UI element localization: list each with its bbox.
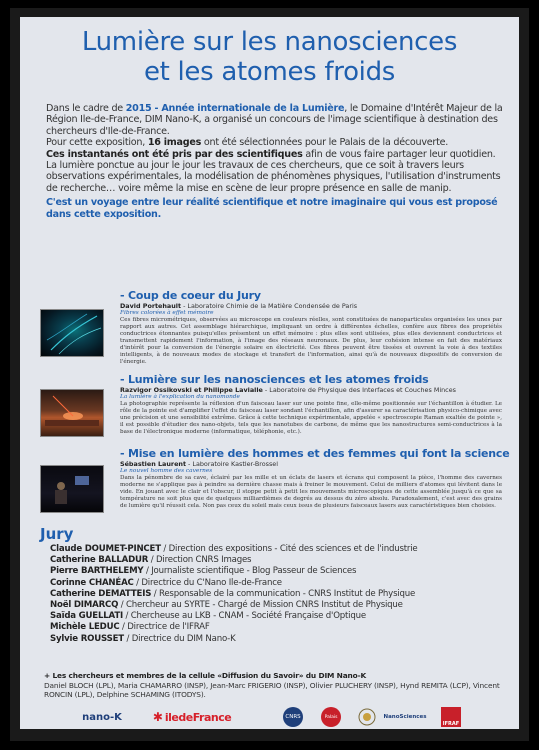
palais-logo [320,706,342,728]
section-1-author-name: David Portehault [120,302,182,310]
section-2-photo [40,389,104,437]
intro-text [46,103,504,221]
logo-strip [20,706,519,728]
jury-member-name: Saïda GUELLATI [50,611,123,622]
section-1-heading: - Coup de coeur du Jury [120,289,261,302]
title-line-1: Lumière sur les nanosciences [81,27,458,57]
intro-paragraph-1 [46,103,504,137]
institution-emblem-logo [356,706,378,728]
section-2-body [120,373,502,436]
jury-member-role: / Direction CNRS Images [148,555,252,566]
intro-p2-start: Pour cette exposition, [46,137,148,149]
jury-member-name: Catherine BALLADUR [50,555,149,566]
jury-member [50,555,490,566]
cellule-heading: + Les chercheurs et membres de la cellule «Diffusion du Savoir» du DIM Nano-K [44,671,367,680]
iledefrance-logo [152,706,232,728]
section-2-text: La photographie représente la réflexion d'un faisceau laser sur une pointe fine, elle-même positionnée sur l'échantillon à étudier. Le rôle de la pointe est d'amplifier l'effet du faisceau laser sondant l'échantillon, afin d'assurer sa caractérisation physico-chimique avec une précision et une sensibilité extrême. Grâce à cette technique expérimentale, appelée « spectroscopie Raman exaltée de pointe », il est possible d'étudier des nano-objets, tels que les nanotubes de carbone, de même que les nanostructures semi-conductrices à la base de l'électronique moderne (informatique, téléphonie, etc.). [120,401,502,435]
emblem-icon [358,708,376,726]
intro-paragraph-2 [46,137,504,148]
jury-member-name: Michèle LEDUC [50,622,120,633]
jury-member [50,544,490,555]
intro-paragraph-3 [46,149,504,160]
poster [20,17,519,729]
intro-p3-bold: Ces instantanés ont été pris par des scientifiques [46,148,303,160]
nanosciences-logo [384,706,426,728]
intro-p1-end: , le Domaine d'Intérêt Majeur de la Région Ile-de-France, DIM Nano-K, a organisé un concours de l'image scientifique à destination des chercheurs d'Ile-de-France. [46,103,503,137]
section-2-author [120,386,502,394]
jury-member-name: Corinne CHANÉAC [50,577,134,588]
section-3-author-lab: - Laboratoire Kastler-Brossel [186,460,278,468]
section-1-caption: Fibres colorées à effet mémoire [120,310,214,316]
section-2-author-lab: - Laboratoire de Physique des Interfaces et Couches Minces [262,386,456,394]
section-coup-de-coeur [40,289,500,371]
section-3-caption: Le nouvel homme des cavernes [120,468,213,474]
jury-title: Jury [40,525,74,543]
section-3-heading: - Mise en lumière des hommes et des femmes qui font la science [120,447,510,460]
jury-list [50,544,490,645]
jury-member-name: Catherine DEMATTEIS [50,588,152,599]
cellule-diffusion [44,671,504,700]
jury-member-role: / Journaliste scientifique - Blog Passeur de Sciences [143,566,357,577]
jury-member-role: / Chercheuse au LKB - CNAM - Société Française d'Optique [122,611,366,622]
section-2-heading: - Lumière sur les nanosciences et les atomes froids [120,373,429,386]
nanok-logo [76,706,128,728]
section-2-caption: La lumière à l'explication du nanomonde [120,394,240,400]
jury-member-name: Claude DOUMET-PINCET [50,544,161,554]
jury-member-role: / Directrice de l'IFRAF [119,622,210,633]
section-3-text: Dans la pénombre de sa cave, éclairé par les mille et un éclats de lasers et écrans qui composent la pièce, l'homme des cavernes moderne ne s'applique pas à peindre sa dernière chasse mais à freiner le mouvement. Celui de milliers d'atomes qui lévitent dans le vide. En jouant avec le clair et l'obscur, il stoppe petit à petit les mouvements microscopiques de cette assemblée jusqu'à ce que sa température ne soit plus que de quelques milliardièmes de degrés au dessus du zéro absolu. Paradoxalement, c'est avec des grains de lumière qu'il réussit cela. Non pas ceux du soleil mais ceux issus de plusieurs faisceaux lasers aux caractéristiques bien choisies. [120,475,502,509]
poster-title [20,27,519,87]
iledefrance-star-icon: ✱ [152,710,163,724]
intro-p1-start: Dans le cadre de [46,103,126,114]
section-3-author-name: Sébastien Laurent [120,460,187,468]
jury-member [50,589,490,600]
iledefrance-logo-text: iledeFrance [164,710,232,724]
jury-member-role: / Directrice du DIM Nano-K [123,633,236,644]
jury-member [50,622,490,633]
intro-p3-end: afin de vous faire partager leur quotidien. [302,148,496,160]
jury-member [50,600,490,611]
jury-member [50,566,490,577]
jury-member-name: Sylvie ROUSSET [50,633,124,644]
nanok-logo-text: nano-K [82,711,122,723]
section-1-author-lab: - Laboratoire Chimie de la Matière Condensée de Paris [181,302,358,310]
jury-member-role: / Responsable de la communication - CNRS Institut de Physique [151,588,416,599]
intro-images-count: 16 images [147,137,202,149]
jury-member [50,634,490,645]
title-line-2: et les atomes froids [143,57,396,87]
section-1-text: Ces fibres micrométriques, observées au microscope en couleurs réelles, sont constituées de nanoparticules organisées les unes par rapport aux autres. Cet assemblage hiérarchique, impliquant un ordre à différentes échelles, confère aux fibres des propriétés conductrices étonnantes puisqu'elles présentent un effet mémoire : plus elles sont utilisées, plus elles deviennent conductrices et transmettent rapidement l'information, à l'image des réseaux neuronaux. De plus, leur cohésion intense en fait des matériaux d'intérêt pour la conversion de l'énergie solaire en électricité. Ces fibres peuvent être tissées et ouvrent la voie à des textiles intelligents, à de nouveaux modes de stockage et transfert de l'information, ainsi qu'à de nouveaux dispositifs de conversion de l'énergie. [120,317,502,365]
section-3-body [120,447,510,510]
jury-member-name: Noël DIMARCQ [50,600,119,611]
jury-member-name: Pierre BARTHELEMY [50,566,144,577]
section-1-author [120,302,502,310]
ifraf-logo [440,706,462,728]
section-1-body [120,289,502,366]
palais-logo-text: Palais [321,707,341,727]
cave-lab-image-icon [41,466,103,512]
section-3-author [120,460,502,468]
section-1-photo [40,309,104,357]
jury-member-role: / Directrice du C'Nano Ile-de-France [133,577,282,588]
section-2-author-name: Razvigor Ossikovski et Philippe Lavialle [120,386,263,394]
jury-member [50,611,490,622]
cellule-names: Daniel BLOCH (LPL), Maria CHAMARRO (INSP), Jean-Marc FRIGERIO (INSP), Olivier PLUCHERY (INSP), Hynd REMITA (LCP), Vincent RONCIN (LPL), Delphine SCHAMING (ITODYS). [44,680,500,700]
cnrs-logo [282,706,304,728]
fibers-image-icon [41,310,103,356]
jury-member-role: / Chercheur au SYRTE - Chargé de Mission CNRS Institut de Physique [118,600,403,611]
cnrs-logo-text: CNRS [283,707,303,727]
intro-year-highlight: 2015 - Année internationale de la Lumière [125,103,345,114]
ifraf-logo-text: IFRAF [441,707,461,727]
section-hommes-femmes [40,447,510,527]
intro-paragraph-4: La lumière ponctue au jour le jour les travaux de ces chercheurs, que ce soit à travers leurs observations expérimentales, la modélisation de phénomènes physiques, l'utilisation d'instruments de recherche… voire même la mise en scène de leur propre présence en salle de manip. [46,160,501,194]
jury-member [50,578,490,589]
nanosciences-logo-text: NanoSciences [383,714,427,720]
intro-p2-end: ont été sélectionnées pour le Palais de la découverte. [201,137,449,149]
laser-image-icon [41,390,103,436]
section-3-photo [40,465,104,513]
intro-quote: C'est un voyage entre leur réalité scientifique et notre imaginaire qui vous est proposé dans cette exposition. [46,197,498,221]
jury-member-role: / Direction des expositions - Cité des sciences et de l'industrie [160,544,418,554]
